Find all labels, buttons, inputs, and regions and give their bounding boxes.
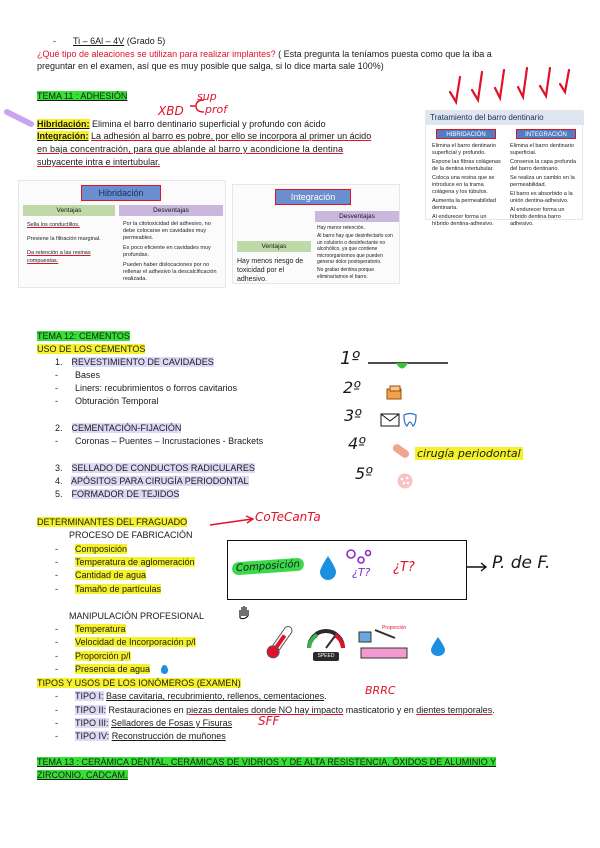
proceso-item: - Cantidad de agua (55, 570, 147, 580)
manipulacion-item-text: Temperatura (75, 624, 126, 634)
particles-icon (345, 548, 375, 568)
water-drop-small-icon (161, 665, 168, 674)
alloy-line: - Ti – 6Al – 4V (Grado 5) (53, 36, 166, 46)
tema13-title-line-1 (37, 756, 557, 768)
hibridacion-ventajas-header: Ventajas (23, 205, 115, 216)
tissue-icon (396, 472, 414, 490)
tipo-1-text: Base cavitaria, recubrimiento, rellenos, cementaciones (106, 691, 325, 701)
manipulacion-title (37, 610, 557, 622)
tratamiento-col2-item: Se realiza un cambio en la permeabilidad. (510, 175, 575, 188)
hibridacion-desventaja-item: Es poco eficiente en cavidades muy profundas. (123, 245, 211, 258)
uso-number: 1. (55, 357, 63, 367)
hand-ct-2: ¿T? (393, 560, 415, 575)
uso-sub-item: - Coronas – Puentes – Incrustaciones - Brackets (55, 436, 264, 446)
cavity-liner-sketch (368, 358, 448, 376)
integracion-slide-title: Integración (275, 189, 351, 205)
ionomeros-title-text: TIPOS Y USOS DE LOS IONÓMEROS (EXAMEN) (37, 678, 241, 688)
tema13-title-text-1: TEMA 13 : CERÁMICA DENTAL, CERÁMICAS DE VIDRIOS Y DE ALTA RESISTENCIA, ÓXIDOS DE ALUMINIO Y (37, 757, 497, 767)
integracion-desventajas-header: Desventajas (315, 211, 399, 222)
thermometer-icon (262, 622, 298, 662)
slide-integracion (232, 184, 400, 284)
hibridacion-desventaja-item: Por la citotoxicidad del adhesivo, no debe colocarse en cavidades muy permeables. (123, 221, 211, 241)
tipo-2-text-d: dientes temporales (416, 705, 493, 715)
envelope-tooth-icon (380, 412, 418, 428)
hibridacion-ventajas-list (27, 221, 113, 265)
tratamiento-col1-item: Aumenta la permeabilidad dentinaria. (432, 198, 496, 211)
proceso-item: - Temperatura de aglomeración (55, 557, 195, 567)
tratamiento-col-hibridacion: HIBRIDACIÓN (436, 129, 496, 139)
hand-sff: SFF (258, 714, 280, 728)
hibridacion-desventajas-list (123, 221, 221, 283)
uso-item-3 (37, 462, 557, 474)
proceso-item-text: Tamaño de partículas (75, 584, 162, 594)
integracion-text-1: La adhesión al barro es pobre, por ello se incorpora al primer un ácido (91, 131, 372, 141)
alloy-grade: (Grado 5) (126, 36, 166, 46)
tema12-title (37, 330, 557, 342)
slide-hibridacion (18, 180, 226, 288)
uso-sub-text: Bases (75, 370, 101, 380)
tipo-4: - TIPO IV: Reconstrucción de muñones (55, 731, 226, 741)
proceso-item-text: Cantidad de agua (75, 570, 147, 580)
uso-sub-item: - Liners: recubrimientos o forros cavitarios (55, 383, 238, 393)
uso-item-4 (37, 475, 557, 487)
tema13-title-text-2: ZIRCONIO, CADCAM. (37, 770, 128, 780)
water-drop-icon-2 (430, 636, 446, 656)
alloy-text: Ti – 6Al – 4V (73, 36, 125, 46)
tratamiento-col2-item: El barro es absorbido a la unión dentina-adhesivo. (510, 191, 573, 204)
integracion-label: Integración: (37, 131, 89, 141)
uso-item-5-text: FORMADOR DE TEJIDOS (71, 489, 180, 499)
tema11-title-text: TEMA 11 : ADHESIÓN (37, 91, 128, 101)
uso-number: 4. (55, 476, 63, 486)
uso-number: 5. (55, 489, 63, 499)
tipo-2-label: TIPO II: (75, 705, 107, 715)
integracion-text-2: en baja concentración, para que ablande al barro y acondicione la dentina (37, 144, 344, 154)
hibridacion-ventaja-item: Sella los conductillos. (27, 222, 80, 228)
proceso-title: PROCESO DE FABRICACIÓN (69, 530, 193, 540)
crown-icon (385, 385, 405, 401)
tema11-title (37, 90, 557, 102)
tratamiento-col1-footer: Al endurecer forma un híbrido dentina-adhesivo. (432, 214, 494, 227)
hibridacion-slide-title: Hibridación (81, 185, 161, 201)
hand-number-1: 1º (340, 348, 360, 369)
hand-number-3: 3º (344, 406, 362, 425)
tipo-2-text-a: Restauraciones en (108, 705, 184, 715)
tratamiento-title: Tratamiento del barro dentinario (426, 111, 584, 125)
tratamiento-col1-item: Expone las fibras colágenas de la dentina intertubular. (432, 159, 501, 172)
integracion-desventaja-item: No grabar dentina porque eliminaríamos el barro. (317, 267, 374, 280)
integracion-ventajas-text: Hay menos riesgo de toxicidad por el adhesivo. (237, 258, 304, 283)
usos-title (37, 343, 557, 355)
proporcion-label: Proporción (382, 625, 407, 631)
integracion-desventajas-list (317, 225, 399, 280)
hand-composicion: Composición (232, 558, 305, 576)
manipulacion-title-text: MANIPULACIÓN PROFESIONAL (69, 611, 205, 621)
red-arrow-icon (208, 515, 256, 529)
proceso-item-text: Composición (75, 544, 128, 554)
hibridacion-desventajas-header: Desventajas (119, 205, 223, 216)
hibridacion-label: Hibridación: (37, 119, 90, 129)
manipulacion-item-text: Velocidad de Incorporación p/l (75, 637, 196, 647)
manipulacion-item-text: Proporción p/l (75, 651, 131, 661)
tratamiento-col2-item: Elimina el barro dentinario superficial. (510, 143, 574, 156)
hand-number-4: 4º (348, 434, 366, 453)
uso-item-2-text: CEMENTACIÓN-FIJACIÓN (71, 423, 182, 433)
uso-item-2 (37, 422, 557, 434)
manipulacion-item: - Velocidad de Incorporación p/l (55, 637, 196, 647)
tipo-3-text: Selladores de Fosas y Fisuras (111, 718, 233, 728)
uso-number: 2. (55, 423, 63, 433)
hand-prof: prof (205, 103, 228, 116)
hand-brrc: BRRC (365, 684, 396, 697)
uso-sub-item: - Obturación Temporal (55, 396, 159, 406)
fraguado-title-text: DETERMINANTES DEL FRAGUADO (37, 517, 188, 527)
tipo-1-label: TIPO I: (75, 691, 104, 701)
uso-sub-text: Liners: recubrimientos o forros cavitarios (75, 383, 238, 393)
proceso-item-text: Temperatura de aglomeración (75, 557, 195, 567)
tipo-3-label: TIPO III: (75, 718, 109, 728)
question-note-line-2: preguntar en el examen, así que es muy posible que salga, si lo dice marta sale 100%) (37, 61, 384, 71)
integracion-ventajas-header: Ventajas (237, 241, 311, 252)
hand-pdef: P. de F. (492, 553, 551, 573)
uso-item-1-text: REVESTIMIENTO DE CAVIDADES (71, 357, 214, 367)
uso-sub-text: Coronas – Puentes – Incrustaciones - Brackets (75, 436, 264, 446)
hibridacion-text: Elimina el barro dentinario superficial y profundo con ácido (92, 119, 326, 129)
uso-sub-item: - Bases (55, 370, 101, 380)
uso-item-5 (37, 488, 557, 500)
bandage-icon (390, 440, 412, 462)
hand-xbd: XBD (158, 104, 184, 118)
tratamiento-col1-item: Elimina el barro dentinario superficial y profundo. (432, 143, 496, 156)
manipulacion-item: - Proporción p/l (55, 651, 131, 661)
uso-item-1 (37, 356, 557, 368)
tratamiento-col2-footer: Al endurecer forma un híbrido dentina barro adhesivo. (510, 207, 565, 227)
uso-sub-text: Obturación Temporal (75, 396, 159, 406)
tratamiento-col1-item: Coloca una resina que se introduce en la trama colágena y los túbulos. (432, 175, 495, 195)
tipo-3: - TIPO III: Selladores de Fosas y Fisuras (55, 718, 233, 728)
integracion-text-3: subyacente intra e intertubular. (37, 157, 161, 167)
water-drop-icon (318, 554, 338, 580)
slide-tratamiento (425, 110, 583, 227)
tipo-2-text-b: piezas dentales donde NO hay impacto (186, 705, 344, 715)
tema12-title-text: TEMA 12: CEMENTOS (37, 331, 130, 341)
hand-icon (236, 604, 252, 620)
hand-cotecanta: CoTeCanTa (255, 510, 321, 524)
uso-number: 3. (55, 463, 63, 473)
hand-number-5: 5º (355, 464, 373, 483)
proceso-item: - Composición (55, 544, 128, 554)
tema13-title-line-2 (37, 769, 557, 781)
hand-sup: sup (197, 90, 217, 103)
question-line (37, 48, 557, 60)
tratamiento-col2-item: Conserva la capa profunda del barro dentinario. (510, 159, 577, 172)
tipo-2-text-c: masticatorio y en (345, 705, 414, 715)
purple-arrow-icon (5, 108, 35, 130)
implant-question: ¿Qué tipo de aleaciones se utilizan para realizar implantes? (37, 49, 276, 59)
ionomeros-title (37, 677, 557, 689)
speed-label: SPEED (317, 653, 335, 659)
question-note-1: ( Esta pregunta la teníamos puesta como que la iba a (278, 49, 492, 59)
hand-number-2: 2º (343, 378, 361, 397)
hand-arrow-icon (466, 562, 488, 572)
integracion-desventaja-item: Al barro hay que desinfectarlo con un colutorio o desinfectante no alcohólico, ya que contiene microorganismos que pueden generar dolor postoperatorio. (317, 233, 393, 266)
proceso-item: - Tamaño de partículas (55, 584, 162, 594)
manipulacion-item: - Temperatura (55, 624, 126, 634)
integracion-desventaja-item: Hay menor retención. (317, 225, 365, 231)
manipulacion-item-text: Presencia de agua (75, 664, 151, 674)
tipo-2: - TIPO II: Restauraciones en piezas dentales donde NO hay impacto masticatorio y en dientes temporales. (55, 705, 495, 715)
tipo-4-text: Reconstrucción de muñones (111, 731, 226, 741)
hand-cirugia-periodontal: cirugía periodontal (417, 447, 521, 460)
hibridacion-desventaja-item: Pueden haber dislocaciones por no rellenar el adhesivo la descalcificación realizada. (123, 262, 217, 282)
usos-title-text: USO DE LOS CEMENTOS (37, 344, 146, 354)
hibridacion-ventaja-item: Previene la filtración marginal. (27, 236, 101, 242)
tratamiento-col2-list (510, 143, 582, 228)
hand-brace (188, 98, 206, 114)
hand-ct-1: ¿T? (352, 566, 371, 579)
hibridacion-ventaja-item: Da retención a las resinas compuestas. (27, 250, 91, 264)
tratamiento-col1-list (432, 143, 504, 228)
uso-item-4-text: APÓSITOS PARA CIRUGÍA PERIODONTAL (71, 476, 249, 486)
tratamiento-col-integracion: INTEGRACIÓN (516, 129, 576, 139)
manipulacion-item: - Presencia de agua (37, 663, 557, 675)
uso-item-3-text: SELLADO DE CONDUCTOS RADICULARES (71, 463, 255, 473)
tipo-1: - TIPO I: Base cavitaria, recubrimiento, rellenos, cementaciones. (55, 691, 327, 701)
tipo-4-label: TIPO IV: (75, 731, 110, 741)
